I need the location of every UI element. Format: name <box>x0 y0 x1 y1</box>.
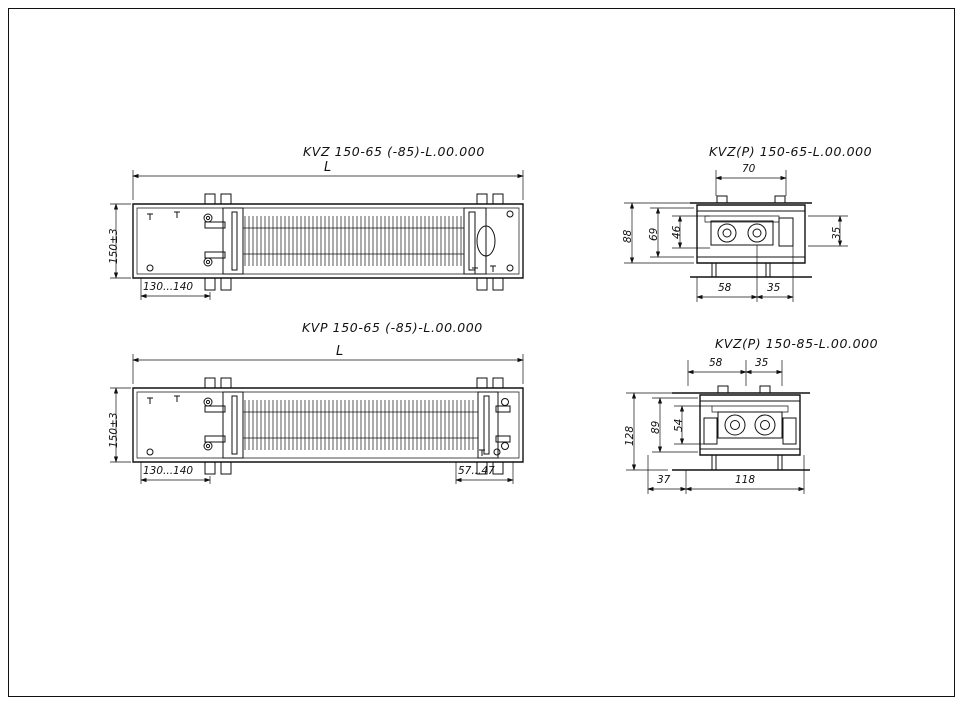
view-title-kvp-top: KVP 150-65 (-85)-L.00.000 <box>302 320 483 335</box>
view-title-kvz-top: KVZ 150-65 (-85)-L.00.000 <box>303 144 485 159</box>
view-title-kvzp-65-section: KVZ(P) 150-65-L.00.000 <box>709 144 873 159</box>
dim-65-height-46: 46 <box>671 225 683 239</box>
dim-kvp-left-offset: 130...140 <box>143 465 194 477</box>
dim-65-top-width: 70 <box>742 163 756 175</box>
dim-65-height-35: 35 <box>831 226 843 240</box>
dim-kvz-width: 150±3 <box>108 228 120 264</box>
dim-85-bottom-118: 118 <box>735 474 756 486</box>
dim-kvp-width: 150±3 <box>108 412 120 448</box>
dim-85-bottom-37: 37 <box>657 474 671 486</box>
dim-85-top-35: 35 <box>755 357 769 369</box>
view-title-kvzp-85-section: KVZ(P) 150-85-L.00.000 <box>715 336 879 351</box>
dim-kvp-length: L <box>336 344 344 359</box>
dim-65-bottom-58: 58 <box>718 282 732 294</box>
dim-65-bottom-35: 35 <box>767 282 781 294</box>
dim-85-top-58: 58 <box>709 357 723 369</box>
dim-85-height-54: 54 <box>673 418 685 432</box>
dim-65-height-69: 69 <box>648 227 660 241</box>
dim-kvz-left-offset: 130...140 <box>143 281 194 293</box>
dim-kvz-length: L <box>324 160 332 175</box>
dim-kvp-right-offset: 57...47 <box>458 465 495 477</box>
dim-65-height-88: 88 <box>622 229 634 243</box>
dim-85-height-89: 89 <box>650 420 662 434</box>
dim-85-height-128: 128 <box>624 425 636 446</box>
